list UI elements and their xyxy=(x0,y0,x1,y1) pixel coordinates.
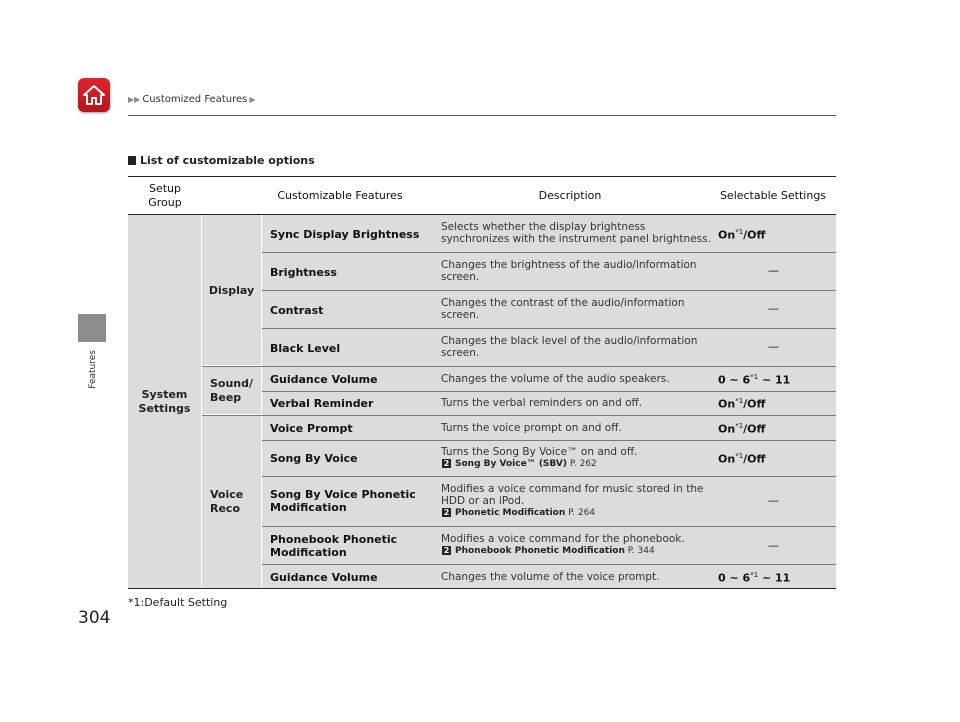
page-number: 304 xyxy=(78,608,111,628)
square-bullet-icon xyxy=(128,156,136,165)
feature-phonebook-phonetic-modification: Phonebook Phonetic Modification xyxy=(270,533,398,559)
feature-verbal-reminder: Verbal Reminder xyxy=(270,397,374,410)
breadcrumb-label[interactable]: Customized Features xyxy=(142,94,248,105)
row-divider xyxy=(262,440,836,441)
row-divider xyxy=(262,391,836,392)
home-button[interactable] xyxy=(78,78,110,112)
header-customizable-features: Customizable Features xyxy=(277,189,403,202)
setting-value: On$^{*1}$/Off xyxy=(718,228,766,242)
section-tab xyxy=(78,314,106,342)
chevron-right-icon: ▶ xyxy=(249,95,256,104)
group-system-settings: System Settings xyxy=(138,388,191,415)
breadcrumb xyxy=(128,94,255,105)
feature-song-by-voice: Song By Voice xyxy=(270,452,358,465)
footnote: *1:Default Setting xyxy=(128,596,228,609)
feature-black-level: Black Level xyxy=(270,342,341,355)
row-divider xyxy=(202,415,836,416)
table-bottom-rule xyxy=(128,588,836,589)
description: Changes the black level of the audio/information screen. xyxy=(441,335,698,359)
home-icon xyxy=(82,84,106,106)
feature-guidance-volume-voice: Guidance Volume xyxy=(270,571,378,584)
description: Changes the contrast of the audio/information screen. xyxy=(441,297,685,321)
setting-value: — xyxy=(768,494,779,507)
row-divider xyxy=(262,328,836,329)
setting-value: On$^{*1}$/Off xyxy=(718,397,766,411)
description: Changes the brightness of the audio/information screen. xyxy=(441,259,697,283)
feature-brightness: Brightness xyxy=(270,266,337,279)
subgroup-voice-reco: Voice Reco xyxy=(210,488,244,515)
row-divider xyxy=(262,526,836,527)
reference-arrow-icon: 2 xyxy=(443,459,450,468)
row-divider xyxy=(262,476,836,477)
feature-voice-prompt: Voice Prompt xyxy=(270,422,353,435)
reference-arrow-icon: 2 xyxy=(443,546,450,555)
description: Modifies a voice command for the phonebook. 2 Phonebook Phonetic Modification P. 344 xyxy=(441,533,711,557)
reference-arrow-icon: 2 xyxy=(443,508,450,517)
row-divider xyxy=(202,366,836,367)
header-setup-group: Setup Group xyxy=(148,182,182,209)
cross-reference[interactable]: 2 Song By Voice™ (SBV) P. 262 xyxy=(443,459,597,469)
row-divider xyxy=(262,290,836,291)
section-title xyxy=(128,154,315,167)
cross-reference[interactable]: 2 Phonetic Modification P. 264 xyxy=(443,508,596,518)
description: Turns the verbal reminders on and off. xyxy=(441,397,643,409)
feature-sync-display-brightness: Sync Display Brightness xyxy=(270,228,420,241)
section-label: Features xyxy=(88,350,98,389)
section-title-text: List of customizable options xyxy=(140,154,315,167)
row-divider xyxy=(262,564,836,565)
setting-value: — xyxy=(768,539,779,552)
description: Changes the volume of the audio speakers. xyxy=(441,373,670,385)
cross-reference[interactable]: 2 Phonebook Phonetic Modification P. 344 xyxy=(443,546,655,556)
setting-value: On$^{*1}$/Off xyxy=(718,452,766,466)
row-divider xyxy=(262,252,836,253)
feature-contrast: Contrast xyxy=(270,304,324,317)
setting-value: 0 ~ 6$^{*1}$ ~ 11 xyxy=(718,373,791,387)
subgroup-display: Display xyxy=(208,284,255,297)
setting-value: — xyxy=(768,302,779,315)
header-selectable-settings: Selectable Settings xyxy=(719,189,827,202)
description: Turns the Song By Voice™ on and off. 2 Song By Voice™ (SBV) P. 262 xyxy=(441,446,711,470)
feature-guidance-volume: Guidance Volume xyxy=(270,373,378,386)
chevron-right-icon: ▶▶ xyxy=(128,95,141,104)
subgroup-sound-beep: Sound/ Beep xyxy=(210,377,254,404)
description: Modifies a voice command for music stored in the HDD or an iPod. 2 Phonetic Modification P. 264 xyxy=(441,483,711,519)
header-description: Description xyxy=(538,189,602,202)
setting-value: 0 ~ 6$^{*1}$ ~ 11 xyxy=(718,571,791,585)
description: Turns the voice prompt on and off. xyxy=(441,422,622,434)
description: Selects whether the display brightness synchronizes with the instrument panel brightness. xyxy=(441,221,711,245)
feature-song-by-voice-phonetic-modification: Song By Voice Phonetic Modification xyxy=(270,488,416,514)
header-divider xyxy=(128,115,836,116)
table-top-rule xyxy=(128,176,836,177)
setting-value: — xyxy=(768,264,779,277)
setting-value: On$^{*1}$/Off xyxy=(718,422,766,436)
setting-value: — xyxy=(768,340,779,353)
description: Changes the volume of the voice prompt. xyxy=(441,571,660,583)
